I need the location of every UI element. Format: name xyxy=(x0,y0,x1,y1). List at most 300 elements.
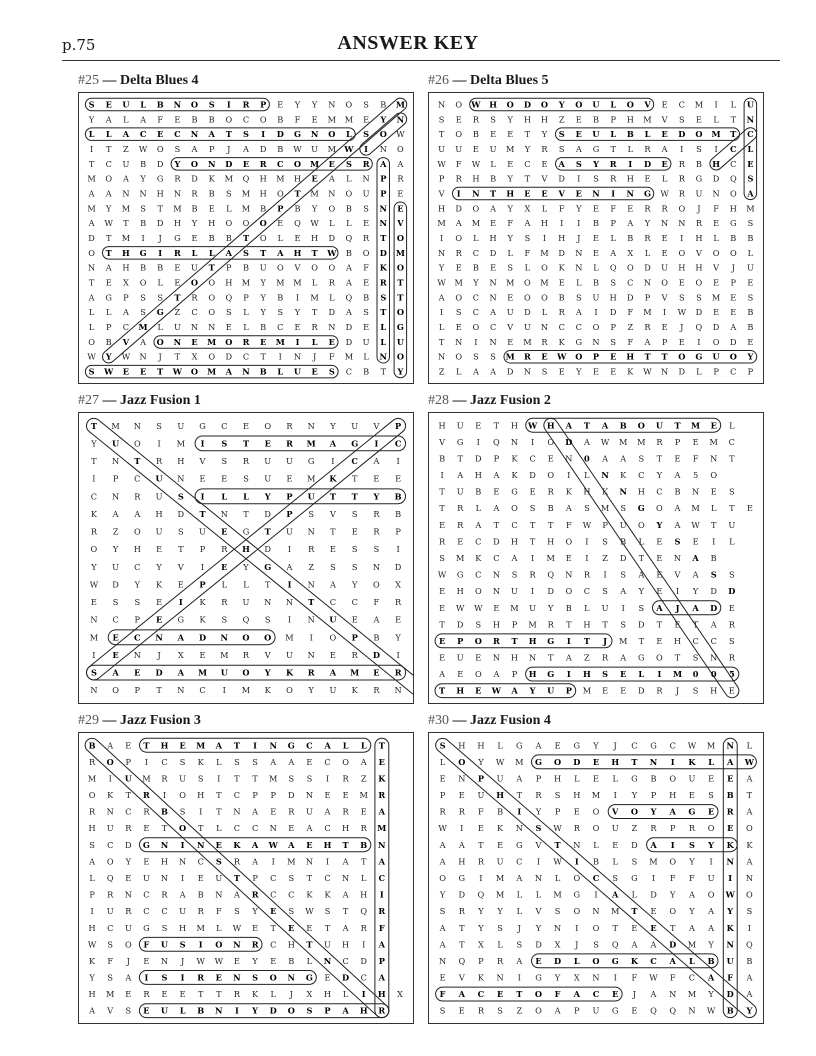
grid-letter: N xyxy=(575,247,583,258)
answer-oval xyxy=(103,247,339,260)
grid-letter: O xyxy=(329,632,337,643)
grid-letter: A xyxy=(475,519,482,530)
grid-letter: R xyxy=(308,544,315,555)
grid-letter: E xyxy=(439,773,446,784)
grid-letter: J xyxy=(227,143,231,154)
grid-letter: V xyxy=(122,336,130,347)
grid-letter: C xyxy=(472,307,480,318)
grid-letter: H xyxy=(122,247,130,258)
grid-letter: I xyxy=(613,972,617,983)
grid-letter: P xyxy=(395,526,401,537)
grid-letter: C xyxy=(324,823,331,834)
grid-letter: Z xyxy=(360,773,367,784)
grid-letter: E xyxy=(477,823,484,834)
grid-letter: I xyxy=(530,553,535,563)
grid-letter: S xyxy=(308,508,315,519)
grid-letter: U xyxy=(707,873,715,883)
grid-letter: M xyxy=(694,99,704,110)
puzzle-number: #27 xyxy=(78,393,99,408)
grid-letter: E xyxy=(610,351,617,362)
grid-letter: R xyxy=(678,188,685,199)
grid-letter: C xyxy=(161,756,168,767)
grid-letter: Q xyxy=(477,889,485,900)
grid-letter: O xyxy=(190,158,199,169)
grid-letter: M xyxy=(106,989,115,1000)
grid-letter: H xyxy=(510,536,519,547)
grid-letter: S xyxy=(575,292,582,303)
grid-letter: A xyxy=(493,470,500,481)
grid-letter: B xyxy=(345,247,352,258)
grid-letter: U xyxy=(726,955,734,966)
grid-letter: C xyxy=(351,597,358,608)
grid-letter: I xyxy=(530,436,535,447)
grid-letter: E xyxy=(692,536,699,547)
grid-letter: T xyxy=(156,685,162,696)
grid-letter: M xyxy=(196,740,206,751)
grid-letter: L xyxy=(243,322,249,333)
grid-letter: N xyxy=(215,1005,223,1016)
grid-letter: R xyxy=(307,667,315,678)
grid-letter: Q xyxy=(547,569,555,580)
grid-letter: N xyxy=(619,486,627,497)
grid-letter: A xyxy=(458,839,465,850)
grid-letter: X xyxy=(306,989,313,1000)
grid-letter: A xyxy=(472,366,479,377)
grid-letter: S xyxy=(88,99,95,110)
grid-letter: M xyxy=(350,667,360,678)
grid-letter: K xyxy=(497,823,504,834)
grid-letter: B xyxy=(565,602,572,613)
grid-letter: O xyxy=(342,756,349,767)
grid-letter: B xyxy=(592,218,600,229)
grid-letter: R xyxy=(472,114,479,125)
grid-letter: Z xyxy=(308,561,315,572)
grid-letter: T xyxy=(342,906,349,917)
grid-letter: L xyxy=(380,336,387,347)
grid-letter: R xyxy=(728,652,735,663)
puzzle-27 xyxy=(78,392,418,704)
grid-letter: U xyxy=(438,143,446,154)
grid-letter: I xyxy=(198,939,203,950)
grid-letter: E xyxy=(191,233,198,243)
grid-letter: K xyxy=(324,889,331,900)
grid-letter: T xyxy=(178,544,184,555)
grid-letter: Y xyxy=(708,989,714,1000)
grid-letter: A xyxy=(575,143,582,154)
grid-letter: L xyxy=(342,989,349,1000)
grid-letter: O xyxy=(455,351,463,362)
grid-letter: M xyxy=(540,247,549,258)
grid-letter: D xyxy=(627,292,634,303)
grid-letter: E xyxy=(277,99,284,110)
grid-letter: A xyxy=(575,307,582,318)
grid-letter: Y xyxy=(547,602,554,613)
grid-letter: S xyxy=(125,1005,132,1016)
grid-letter: K xyxy=(565,486,572,497)
grid-letter: Y xyxy=(91,438,97,449)
grid-letter: T xyxy=(631,906,638,917)
grid-letter: L xyxy=(516,906,523,917)
grid-letter: Q xyxy=(360,906,368,917)
grid-letter: H xyxy=(506,188,515,199)
grid-letter: C xyxy=(477,989,485,1000)
grid-letter: N xyxy=(220,632,229,643)
grid-letter: V xyxy=(535,906,542,917)
grid-letter: B xyxy=(747,322,754,333)
grid-letter: A xyxy=(565,652,572,663)
grid-letter: H xyxy=(477,740,485,751)
grid-letter: E xyxy=(438,635,446,646)
grid-letter: A xyxy=(208,129,215,140)
grid-letter: R xyxy=(394,667,402,678)
grid-letter: S xyxy=(225,307,232,318)
grid-letter: U xyxy=(601,602,609,613)
grid-letter: F xyxy=(713,203,719,214)
grid-letter: E xyxy=(661,233,668,243)
grid-letter: G xyxy=(142,839,150,850)
grid-letter: B xyxy=(558,292,565,303)
grid-letter: G xyxy=(637,503,645,514)
grid-letter: E xyxy=(395,614,402,625)
grid-letter: W xyxy=(310,218,319,229)
puzzle-title xyxy=(78,712,418,730)
grid-letter: B xyxy=(730,233,737,243)
grid-letter: I xyxy=(714,143,718,154)
grid-letter: T xyxy=(566,619,572,630)
grid-letter: I xyxy=(517,972,521,983)
grid-letter: D xyxy=(198,632,207,643)
grid-letter: E xyxy=(541,158,548,169)
grid-letter: P xyxy=(669,823,676,834)
grid-letter: H xyxy=(438,203,446,214)
grid-letter: N xyxy=(438,351,446,362)
grid-letter: E xyxy=(199,473,206,484)
grid-letter: Y xyxy=(708,939,714,950)
grid-letter: I xyxy=(662,307,667,318)
grid-letter: O xyxy=(656,503,663,514)
grid-letter: E xyxy=(490,129,497,140)
grid-letter: I xyxy=(585,536,589,547)
grid-letter: I xyxy=(362,939,366,950)
grid-letter: M xyxy=(87,773,97,784)
grid-letter: E xyxy=(112,632,119,643)
grid-letter: A xyxy=(373,456,380,467)
grid-letter: I xyxy=(178,597,183,608)
puzzle-30 xyxy=(428,712,768,1024)
grid-letter: T xyxy=(264,579,271,590)
grid-letter: H xyxy=(489,233,497,243)
grid-letter: Y xyxy=(478,756,484,767)
grid-letter: K xyxy=(378,773,386,784)
grid-letter: E xyxy=(139,366,147,377)
grid-letter: E xyxy=(306,756,313,767)
grid-letter: M xyxy=(746,203,755,214)
grid-letter: I xyxy=(476,436,480,447)
grid-letter: R xyxy=(678,158,685,169)
grid-letter: W xyxy=(744,756,755,767)
grid-letter: I xyxy=(157,438,161,449)
grid-letter: W xyxy=(293,143,302,154)
grid-letter: H xyxy=(287,939,295,950)
grid-letter: B xyxy=(360,839,368,850)
grid-letter: I xyxy=(325,856,330,867)
grid-letter: E xyxy=(747,277,754,288)
grid-letter: R xyxy=(125,823,132,834)
grid-letter: E xyxy=(105,277,112,288)
grid-letter: E xyxy=(620,669,627,680)
grid-letter: S xyxy=(516,939,523,950)
grid-letter: T xyxy=(216,989,222,1000)
grid-letter: B xyxy=(363,366,370,377)
grid-letter: T xyxy=(330,526,336,537)
grid-letter: D xyxy=(726,989,734,1000)
grid-letter: Q xyxy=(345,233,353,243)
grid-letter: R xyxy=(360,823,367,834)
grid-letter: S xyxy=(324,906,331,917)
grid-letter: W xyxy=(491,685,502,696)
grid-letter: M xyxy=(506,277,515,288)
grid-letter: D xyxy=(269,1005,277,1016)
grid-letter: T xyxy=(125,790,132,801)
grid-letter: E xyxy=(661,99,668,110)
grid-letter: U xyxy=(351,420,359,431)
grid-letter: U xyxy=(324,939,331,950)
grid-letter: L xyxy=(541,307,548,318)
grid-letter: S xyxy=(497,1005,503,1016)
grid-letter: S xyxy=(688,839,695,850)
grid-letter: T xyxy=(342,839,349,850)
grid-letter: L xyxy=(541,203,548,214)
grid-letter: T xyxy=(529,536,536,547)
grid-letter: B xyxy=(746,955,753,966)
grid-letter: Q xyxy=(106,873,114,883)
grid-letter: N xyxy=(726,740,734,751)
grid-letter: L xyxy=(105,307,112,318)
grid-letter: G xyxy=(547,669,555,680)
grid-letter: O xyxy=(669,906,677,917)
grid-letter: T xyxy=(674,420,681,431)
grid-letter: E xyxy=(656,536,663,547)
grid-letter: T xyxy=(161,823,168,834)
grid-letter: M xyxy=(207,336,217,347)
grid-letter: Y xyxy=(507,233,513,243)
grid-letter: T xyxy=(243,508,249,519)
grid-letter: U xyxy=(155,491,163,502)
grid-letter: I xyxy=(108,773,112,784)
grid-letter: T xyxy=(656,453,663,464)
grid-letter: D xyxy=(288,790,295,801)
grid-letter: O xyxy=(190,99,199,110)
grid-letter: D xyxy=(456,619,464,630)
grid-letter: M xyxy=(241,685,251,696)
grid-letter: M xyxy=(276,277,285,288)
grid-letter: E xyxy=(713,307,720,318)
grid-letter: H xyxy=(177,456,185,467)
grid-letter: B xyxy=(208,114,215,125)
grid-letter: E xyxy=(288,922,295,933)
grid-letter: D xyxy=(264,508,271,519)
grid-letter: S xyxy=(288,906,295,917)
grid-letter: K xyxy=(90,508,97,519)
grid-letter: G xyxy=(511,486,518,497)
grid-letter: A xyxy=(747,188,754,199)
grid-letter: R xyxy=(379,277,387,288)
grid-letter: T xyxy=(602,619,608,630)
grid-letter: N xyxy=(305,790,313,801)
grid-letter: C xyxy=(345,366,353,377)
grid-letter: V xyxy=(612,806,619,817)
grid-letter: S xyxy=(575,158,582,169)
grid-letter: D xyxy=(712,173,720,184)
grid-letter: P xyxy=(286,491,293,502)
grid-letter: I xyxy=(594,889,598,900)
grid-letter: Y xyxy=(529,685,536,696)
grid-letter: O xyxy=(678,351,686,362)
grid-letter: I xyxy=(180,972,185,983)
grid-letter: N xyxy=(173,336,182,347)
grid-letter: H xyxy=(456,685,465,696)
grid-letter: Y xyxy=(656,470,663,481)
grid-letter: T xyxy=(264,526,271,537)
grid-letter: I xyxy=(577,218,581,229)
grid-letter: I xyxy=(680,143,684,154)
grid-letter: 0 xyxy=(584,453,590,464)
grid-letter: O xyxy=(573,873,581,883)
grid-letter: N xyxy=(378,839,386,850)
grid-letter: E xyxy=(656,553,663,563)
letter-grid xyxy=(429,733,763,1023)
grid-letter: T xyxy=(311,307,318,318)
grid-letter: C xyxy=(472,292,480,303)
grid-letter: O xyxy=(592,322,600,333)
grid-letter: K xyxy=(746,839,753,850)
grid-letter: A xyxy=(342,1005,349,1016)
grid-letter: E xyxy=(593,203,599,214)
grid-letter: A xyxy=(112,508,119,519)
grid-letter: R xyxy=(395,597,402,608)
grid-letter: O xyxy=(474,586,482,597)
grid-letter: Q xyxy=(493,436,500,447)
grid-letter: G xyxy=(156,307,164,318)
grid-letter: H xyxy=(558,233,566,243)
grid-letter: T xyxy=(90,420,97,431)
grid-letter: W xyxy=(725,889,735,900)
grid-letter: E xyxy=(593,366,599,377)
grid-letter: W xyxy=(232,922,242,933)
grid-letter: M xyxy=(619,436,628,447)
grid-letter: E xyxy=(472,143,479,154)
grid-letter: G xyxy=(456,569,464,580)
grid-letter: T xyxy=(583,420,590,431)
grid-letter: E xyxy=(457,669,464,680)
grid-letter: S xyxy=(746,906,753,917)
grid-letter: C xyxy=(730,366,737,377)
grid-letter: H xyxy=(528,669,537,680)
grid-letter: W xyxy=(89,579,99,590)
grid-letter: T xyxy=(311,247,318,258)
grid-letter: N xyxy=(534,873,543,883)
grid-letter: S xyxy=(243,473,249,484)
grid-letter: J xyxy=(632,989,637,1000)
grid-letter: R xyxy=(457,519,464,530)
grid-letter: E xyxy=(174,277,181,288)
grid-letter: L xyxy=(689,955,695,966)
grid-letter: L xyxy=(88,307,95,318)
grid-letter: Y xyxy=(689,906,695,917)
grid-letter: I xyxy=(479,873,483,883)
grid-letter: E xyxy=(306,922,313,933)
grid-letter: E xyxy=(215,972,222,983)
grid-letter: N xyxy=(565,453,573,464)
grid-letter: R xyxy=(688,823,695,834)
grid-letter: T xyxy=(197,823,204,834)
grid-letter: R xyxy=(602,652,609,663)
puzzle-name: — Jazz Fusion 1 xyxy=(99,393,201,408)
grid-letter: R xyxy=(156,456,163,467)
grid-letter: N xyxy=(643,277,652,288)
grid-letter: F xyxy=(157,114,164,125)
grid-letter: S xyxy=(161,972,168,983)
grid-letter: B xyxy=(197,889,204,900)
grid-letter: I xyxy=(536,856,541,867)
puzzle-name: — Delta Blues 4 xyxy=(99,73,199,88)
grid-letter: E xyxy=(397,203,404,214)
grid-letter: M xyxy=(437,218,446,229)
grid-letter: F xyxy=(478,806,484,817)
grid-letter: D xyxy=(535,939,542,950)
grid-letter: M xyxy=(310,188,319,199)
grid-letter: Y xyxy=(473,277,479,288)
grid-letter: H xyxy=(156,188,164,199)
grid-letter: E xyxy=(728,685,735,696)
grid-letter: B xyxy=(395,508,402,519)
grid-letter: O xyxy=(661,277,668,288)
grid-letter: R xyxy=(678,173,685,184)
grid-letter: M xyxy=(87,203,96,214)
grid-letter: C xyxy=(270,939,277,950)
grid-letter: A xyxy=(602,453,609,464)
grid-letter: Y xyxy=(260,292,266,303)
grid-letter: O xyxy=(106,756,114,767)
grid-letter: Y xyxy=(91,561,97,572)
grid-letter: E xyxy=(439,972,446,983)
grid-letter: A xyxy=(573,989,580,1000)
grid-letter: A xyxy=(516,873,523,883)
grid-letter: W xyxy=(553,856,562,867)
grid-letter: O xyxy=(139,277,147,288)
grid-letter: R xyxy=(173,247,181,258)
grid-letter: H xyxy=(474,470,482,481)
grid-letter: S xyxy=(225,188,232,199)
grid-letter: D xyxy=(191,173,198,184)
grid-letter: X xyxy=(627,247,634,258)
grid-letter: W xyxy=(553,823,562,834)
grid-letter: L xyxy=(475,503,482,514)
grid-letter: N xyxy=(293,351,302,362)
grid-letter: N xyxy=(745,873,753,883)
grid-letter: W xyxy=(691,519,700,530)
grid-letter: A xyxy=(373,614,380,625)
grid-letter: G xyxy=(516,740,523,751)
grid-letter: M xyxy=(287,856,296,867)
grid-letter: T xyxy=(105,233,112,243)
grid-letter: D xyxy=(379,247,387,258)
grid-letter: S xyxy=(558,129,565,140)
grid-letter: O xyxy=(626,99,634,110)
grid-letter: L xyxy=(661,173,668,184)
grid-letter: D xyxy=(573,756,581,767)
grid-letter: S xyxy=(351,544,358,555)
